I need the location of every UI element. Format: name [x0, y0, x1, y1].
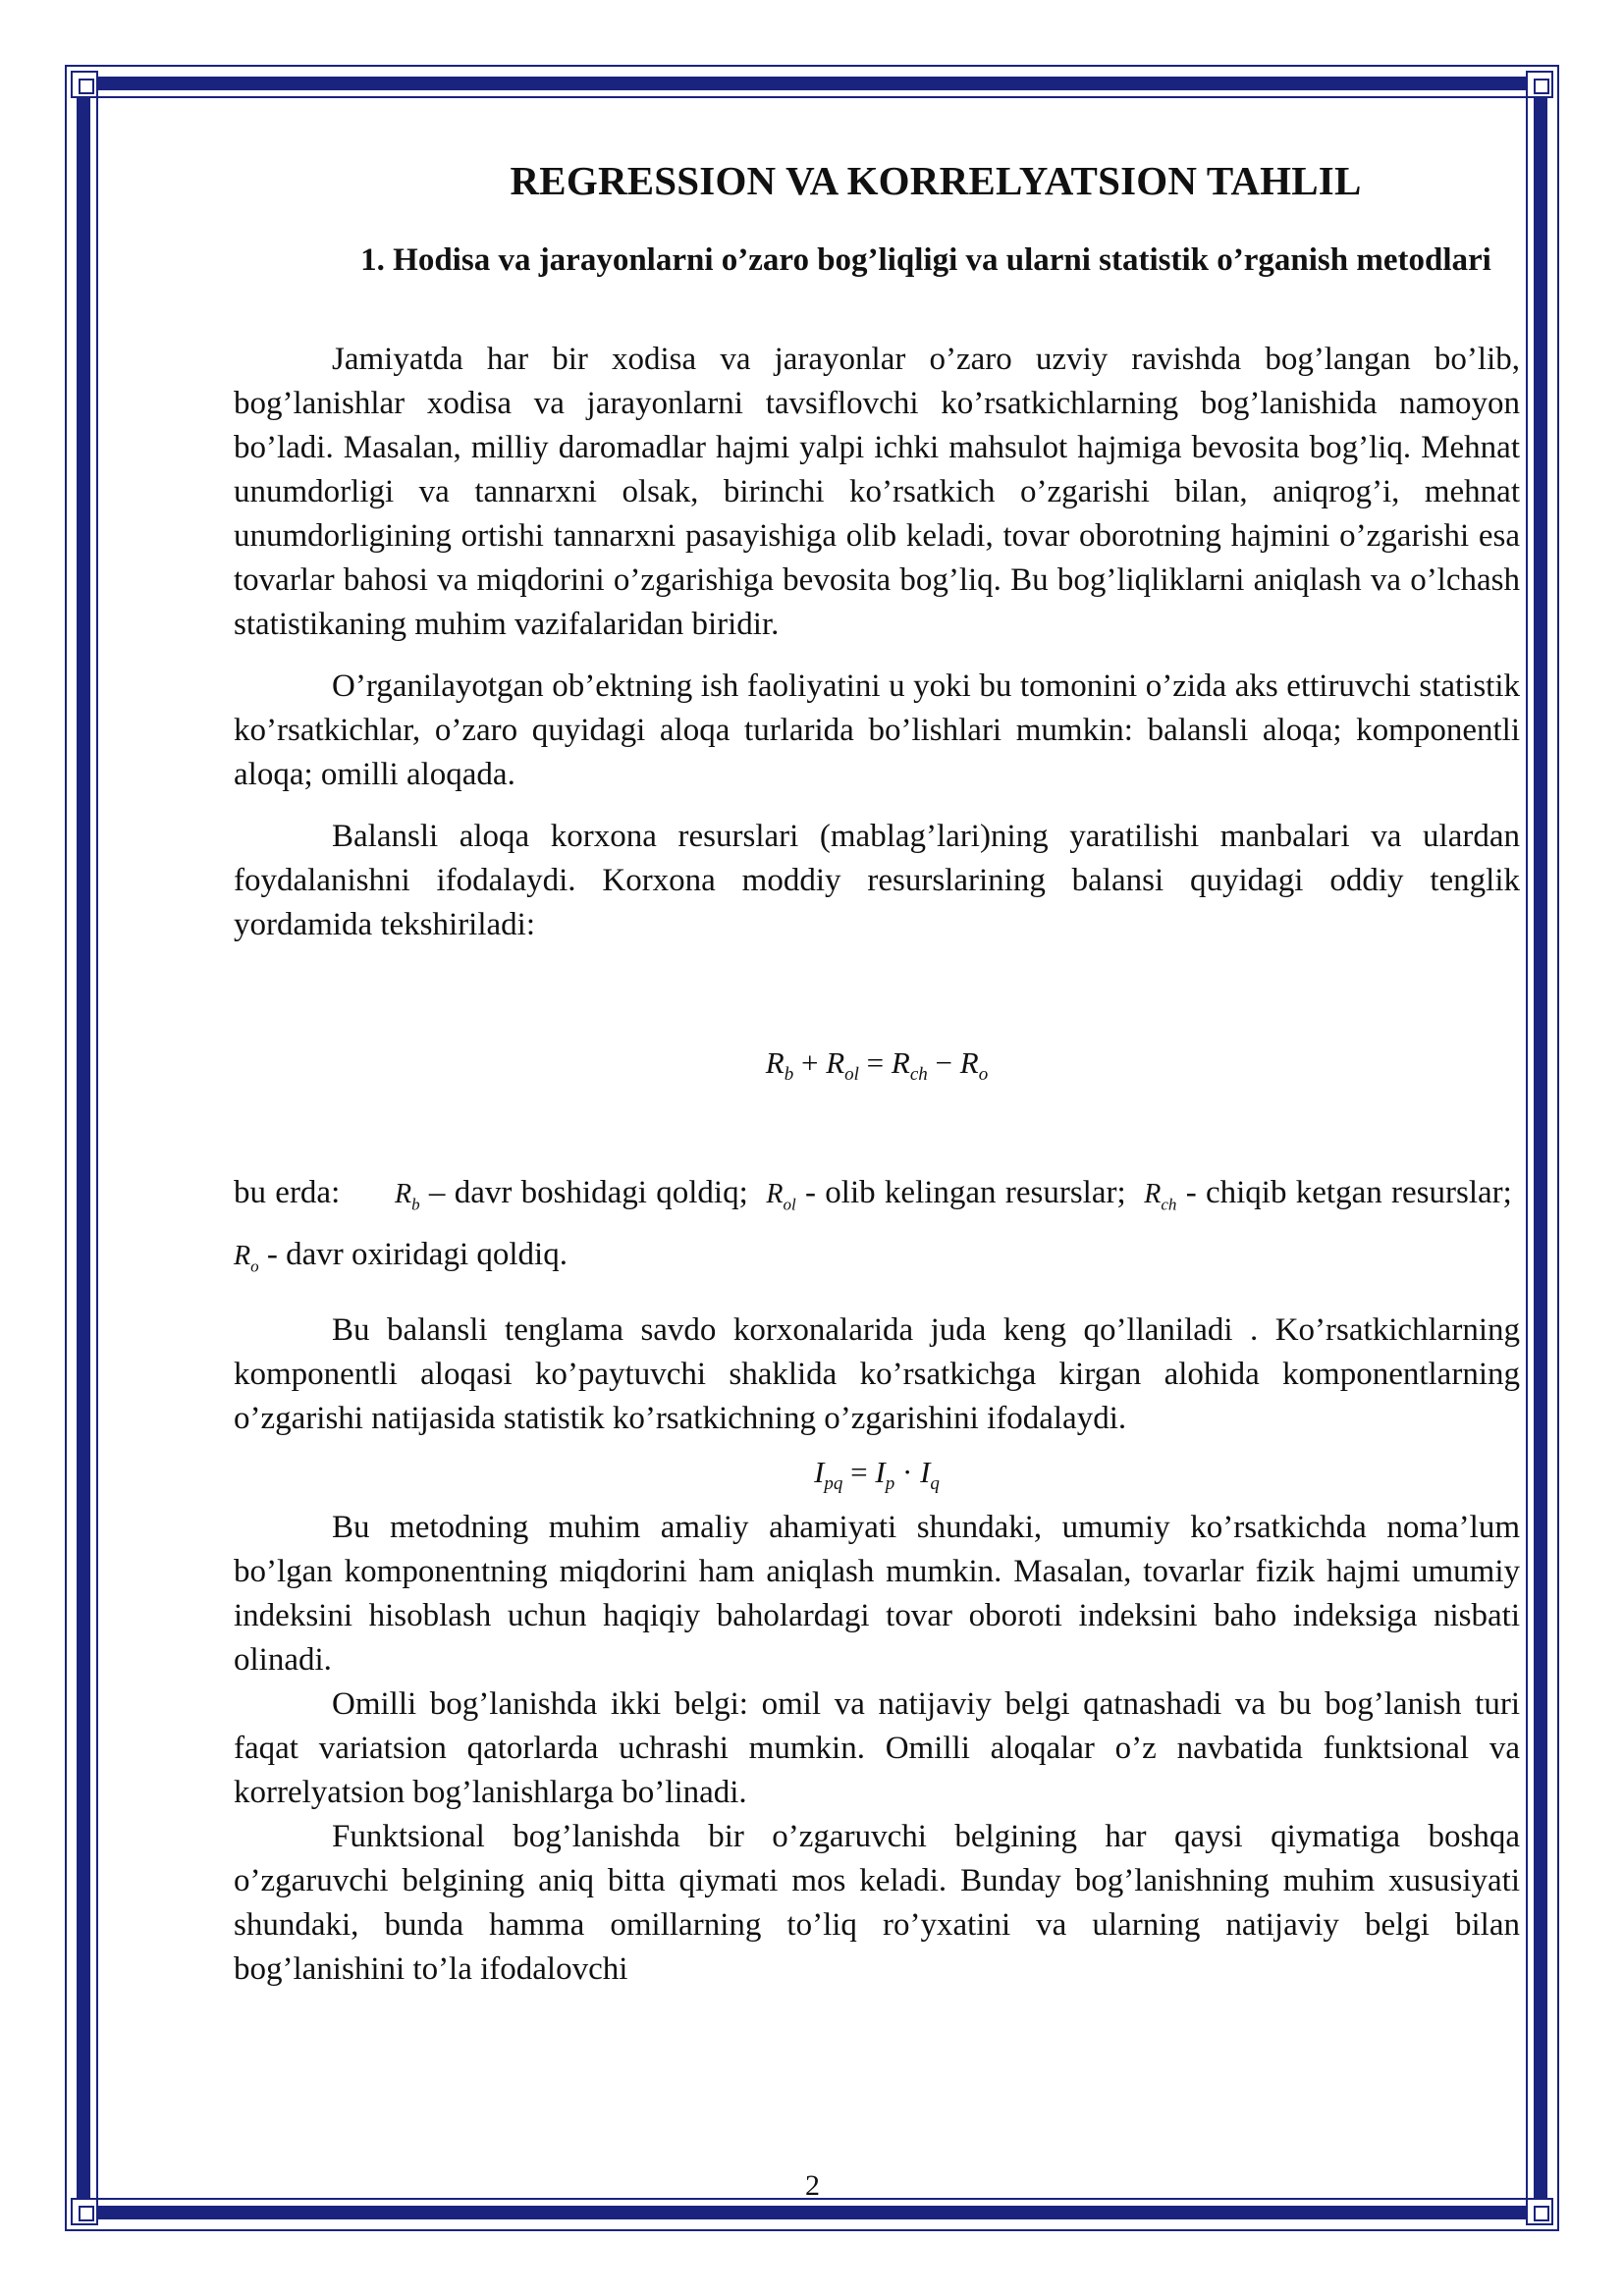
index-formula: $I_{pq} = I_p \cdot I_q$: [814, 1455, 940, 1495]
paragraph: Omilli bog’lanishda ikki belgi: omil va natijaviy belgi qatnashadi va bu bog’lanish turi faqat variatsion qatorlarda uchrashi mumkin. Omilli aloqalar o’z navbatida funktsional va korrelyatsion bog’lanishlarga bo’linadi.: [234, 1685, 1520, 1810]
document-body: [234, 157, 1520, 1992]
page-title: REGRESSION VA KORRELYATSION TAHLIL: [510, 158, 1362, 203]
paragraph: Bu balansli tenglama savdo korxonalarida juda keng qo’llaniladi . Ko’rsatkichlarning komponentli aloqasi ko’paytuvchi shaklida ko’rsatkichga kirgan alohida komponentlarning o’zgarishi natijasida statistik ko’rsatkichning o’zgarishini ifodalaydi.: [234, 1312, 1520, 1437]
balance-formula: $R_b + R_{ol} = R_{ch} - R_o$: [765, 1045, 989, 1086]
corner-ornament-icon: [71, 71, 98, 98]
formula-definitions: bu erda: $R_b$ – davr boshidagi qoldiq; $R_{ol}$ - olib kelingan resurslar; $R_{ch}$ - chiqib ketgan resurslar; $R_o$ - davr oxiridagi qoldiq.: [234, 1175, 1512, 1276]
page-number: 2: [805, 2169, 820, 2202]
corner-ornament-icon: [71, 2198, 98, 2225]
corner-ornament-icon: [1526, 2198, 1553, 2225]
section-title: 1. Hodisa va jarayonlarni o’zaro bog’liqligi va ularni statistik o’rganish metodlari: [360, 242, 1491, 278]
paragraph: Balansli aloqa korxona resurslari (mablag’lari)ning yaratilishi manbalari va ulardan foydalanishni ifodalaydi. Korxona moddiy resurslarining balansi quyidagi oddiy tenglik yordamida tekshiriladi:: [234, 819, 1520, 942]
paragraph: Funktsional bog’lanishda bir o’zgaruvchi belgining har qaysi qiymatiga boshqa o’zgaruvchi belgining aniq bitta qiymati mos keladi. Bunday bog’lanishning muhim xususiyati shundaki, bunda hamma omillarning to’liq ro’yxatini va ularning natijaviy belgi bilan bog’lanishini to’la ifodalovchi: [234, 1818, 1520, 1987]
corner-ornament-icon: [1526, 71, 1553, 98]
paragraph: O’rganilayotgan ob’ektning ish faoliyatini u yoki bu tomonini o’zida aks ettiruvchi statistik ko’rsatkichlar, o’zaro quyidagi aloqa turlarida bo’lishlari mumkin: balansli aloqa; komponentli aloqa; omilli aloqada.: [234, 668, 1520, 792]
paragraph: Jamiyatda har bir xodisa va jarayonlar o’zaro uzviy ravishda bog’langan bo’lib, bog’lanishlar xodisa va jarayonlarni tavsiflovchi ko’rsatkichlarning bog’lanishida namoyon bo’ladi. Masalan, milliy daromadlar hajmi yalpi ichki mahsulot hajmiga bevosita bog’liq. Mehnat unumdorligi va tannarxni olsak, birinchi ko’rsatkich o’zgarishi bilan, aniqrog’i, mehnat unumdorligining ortishi tannarxni pasayishiga olib keladi, tovar oborotning hajmini o’zgarishi esa tovarlar bahosi va miqdorini o’zgarishiga bevosita bog’liq. Bu bog’liqliklarni aniqlash va o’lchash statistikaning muhim vazifalaridan biridir.: [234, 342, 1520, 642]
paragraph: Bu metodning muhim amaliy ahamiyati shundaki, umumiy ko’rsatkichda noma’lum bo’lgan komponentning miqdorini ham aniqlash mumkin. Masalan, tovarlar fizik hajmi umumiy indeksini hisoblash uchun haqiqiy baholardagi tovar oboroti indeksini baho indeksiga nisbati olinadi.: [234, 1509, 1520, 1678]
